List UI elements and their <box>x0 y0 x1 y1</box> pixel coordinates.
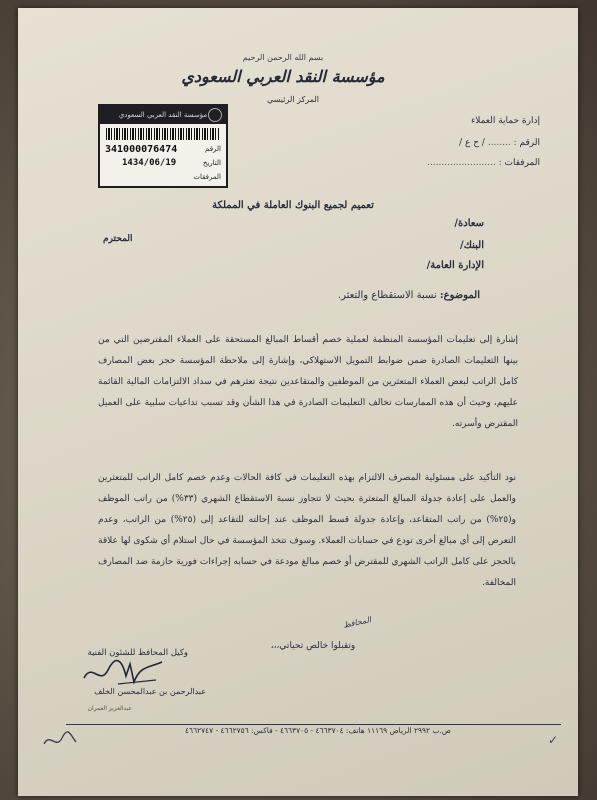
reference-dots: : ........ <box>487 138 517 148</box>
reference-label: الرقم <box>519 138 540 148</box>
organization-subtitle: المركز الرئيسي <box>267 95 319 104</box>
attachments-dots: : ........................ <box>427 158 502 168</box>
stamp-number-label: الرقم <box>205 145 221 153</box>
address-bank: البنك/ <box>460 240 484 251</box>
attachments-line <box>360 158 540 168</box>
stamp-date-label: التاريخ <box>202 159 221 167</box>
stamp-title: مؤسسة النقد العربي السعودي <box>118 111 208 119</box>
letter-page <box>18 8 578 796</box>
signature-icon <box>78 656 168 690</box>
address-excellency: سعادة/ <box>454 218 484 229</box>
circular-title: تعميم لجميع البنوك العاملة في المملكة <box>212 200 374 211</box>
stamp-attachments-label: المرفقات <box>193 173 221 181</box>
respected-salutation: المحترم <box>103 234 133 244</box>
department-line <box>360 116 540 126</box>
subject-text: نسبة الاستقطاع والتعثر. <box>337 290 437 301</box>
initials-icon <box>40 728 80 752</box>
registration-stamp <box>98 104 228 188</box>
closing-line: وتقبلوا خالص تحياتي،،، <box>270 641 356 651</box>
corner-mark-icon: ✓ <box>547 733 558 747</box>
barcode-icon <box>106 128 220 140</box>
department-name: إدارة حماية العملاء <box>470 116 540 126</box>
subject-label: الموضوع: <box>439 290 480 301</box>
body-paragraph-1: إشارة إلى تعليمات المؤسسة المنظمة لعملية خصم أقساط المبالغ المستحقة على العملاء المقترضين التي من بينها التعليمات الصادرة ضمن ضوابط التمويل الاستهلاكي، وإشارة إلى ملاحظة المؤسسة حجز بعض المصارف كامل الراتب لبعض العملاء المتعثرين من الموظفين والمتقاعدين نتيجة تعثرهم في سداد الالتزامات المالية القائمة عليهم، وحيث أن هذه الممارسات تخالف التعليمات الصادرة في هذا الشأن وقد تسبب تداعيات سلبية على العميل المقترض وأسرته. <box>98 335 518 429</box>
subject-line <box>338 290 480 301</box>
reference-line <box>360 138 540 148</box>
footer-address: ص.ب ٢٩٩٢ الرياض ١١١٦٩ هاتف: ٤٦٦٣٧٠٤ - ٤٦٦٣٧٠٥ - فاكس: ٤٦٦٢٧٥٦ - ٤٦٦٢٧٤٧ <box>185 726 451 735</box>
handwritten-mark: المحافظ <box>342 615 372 630</box>
stamp-date: 1434/06/19 <box>122 158 177 168</box>
signatory-name: عبدالرحمن بن عبدالمحسن الخلف <box>94 687 206 696</box>
body-paragraph-2: نود التأكيد على مسئولية المصرف الالتزام بهذه التعليمات في كافة الحالات وعدم خصم كامل الراتب للمتعثرين والعمل على إعادة جدولة المبالغ المتعثرة بحيث لا تتجاوز نسبة الاستقطاع الشهري (٣٣%) من راتب الموظف و(٢٥%) من راتب المتقاعد، وإعادة جدولة قسط الموظف عند إحالته للتقاعد إلى (٢٥%) من الراتب، وعدم التعرض إلى أي مبالغ أخرى تودع في حسابات العملاء. وسوف تتخذ المؤسسة في حال استلام أي شكوى لها علاقة بالحجز على كامل الراتب الشهري للمقترض أو خصم مبالغ مودعة في حسابه إجراءات فورية حازمة ضد المصارف المخالفة. <box>98 473 516 588</box>
reference-value: / ح ع / <box>459 138 485 148</box>
stamp-header <box>100 106 226 124</box>
signatory-title: وكيل المحافظ للشئون الفنية <box>87 648 188 658</box>
organization-name: مؤسسة النقد العربي السعودي <box>181 67 385 86</box>
footer-divider <box>66 724 561 725</box>
basmala: بسم الله الرحمن الرحيم <box>242 53 324 62</box>
emblem-icon <box>208 108 222 122</box>
attachments-label: المرفقات <box>504 158 540 168</box>
address-general-management: الإدارة العامة/ <box>426 260 484 271</box>
stamp-number: 341000076474 <box>105 144 178 155</box>
preparer-name: عبدالعزيز العمران <box>87 705 132 712</box>
